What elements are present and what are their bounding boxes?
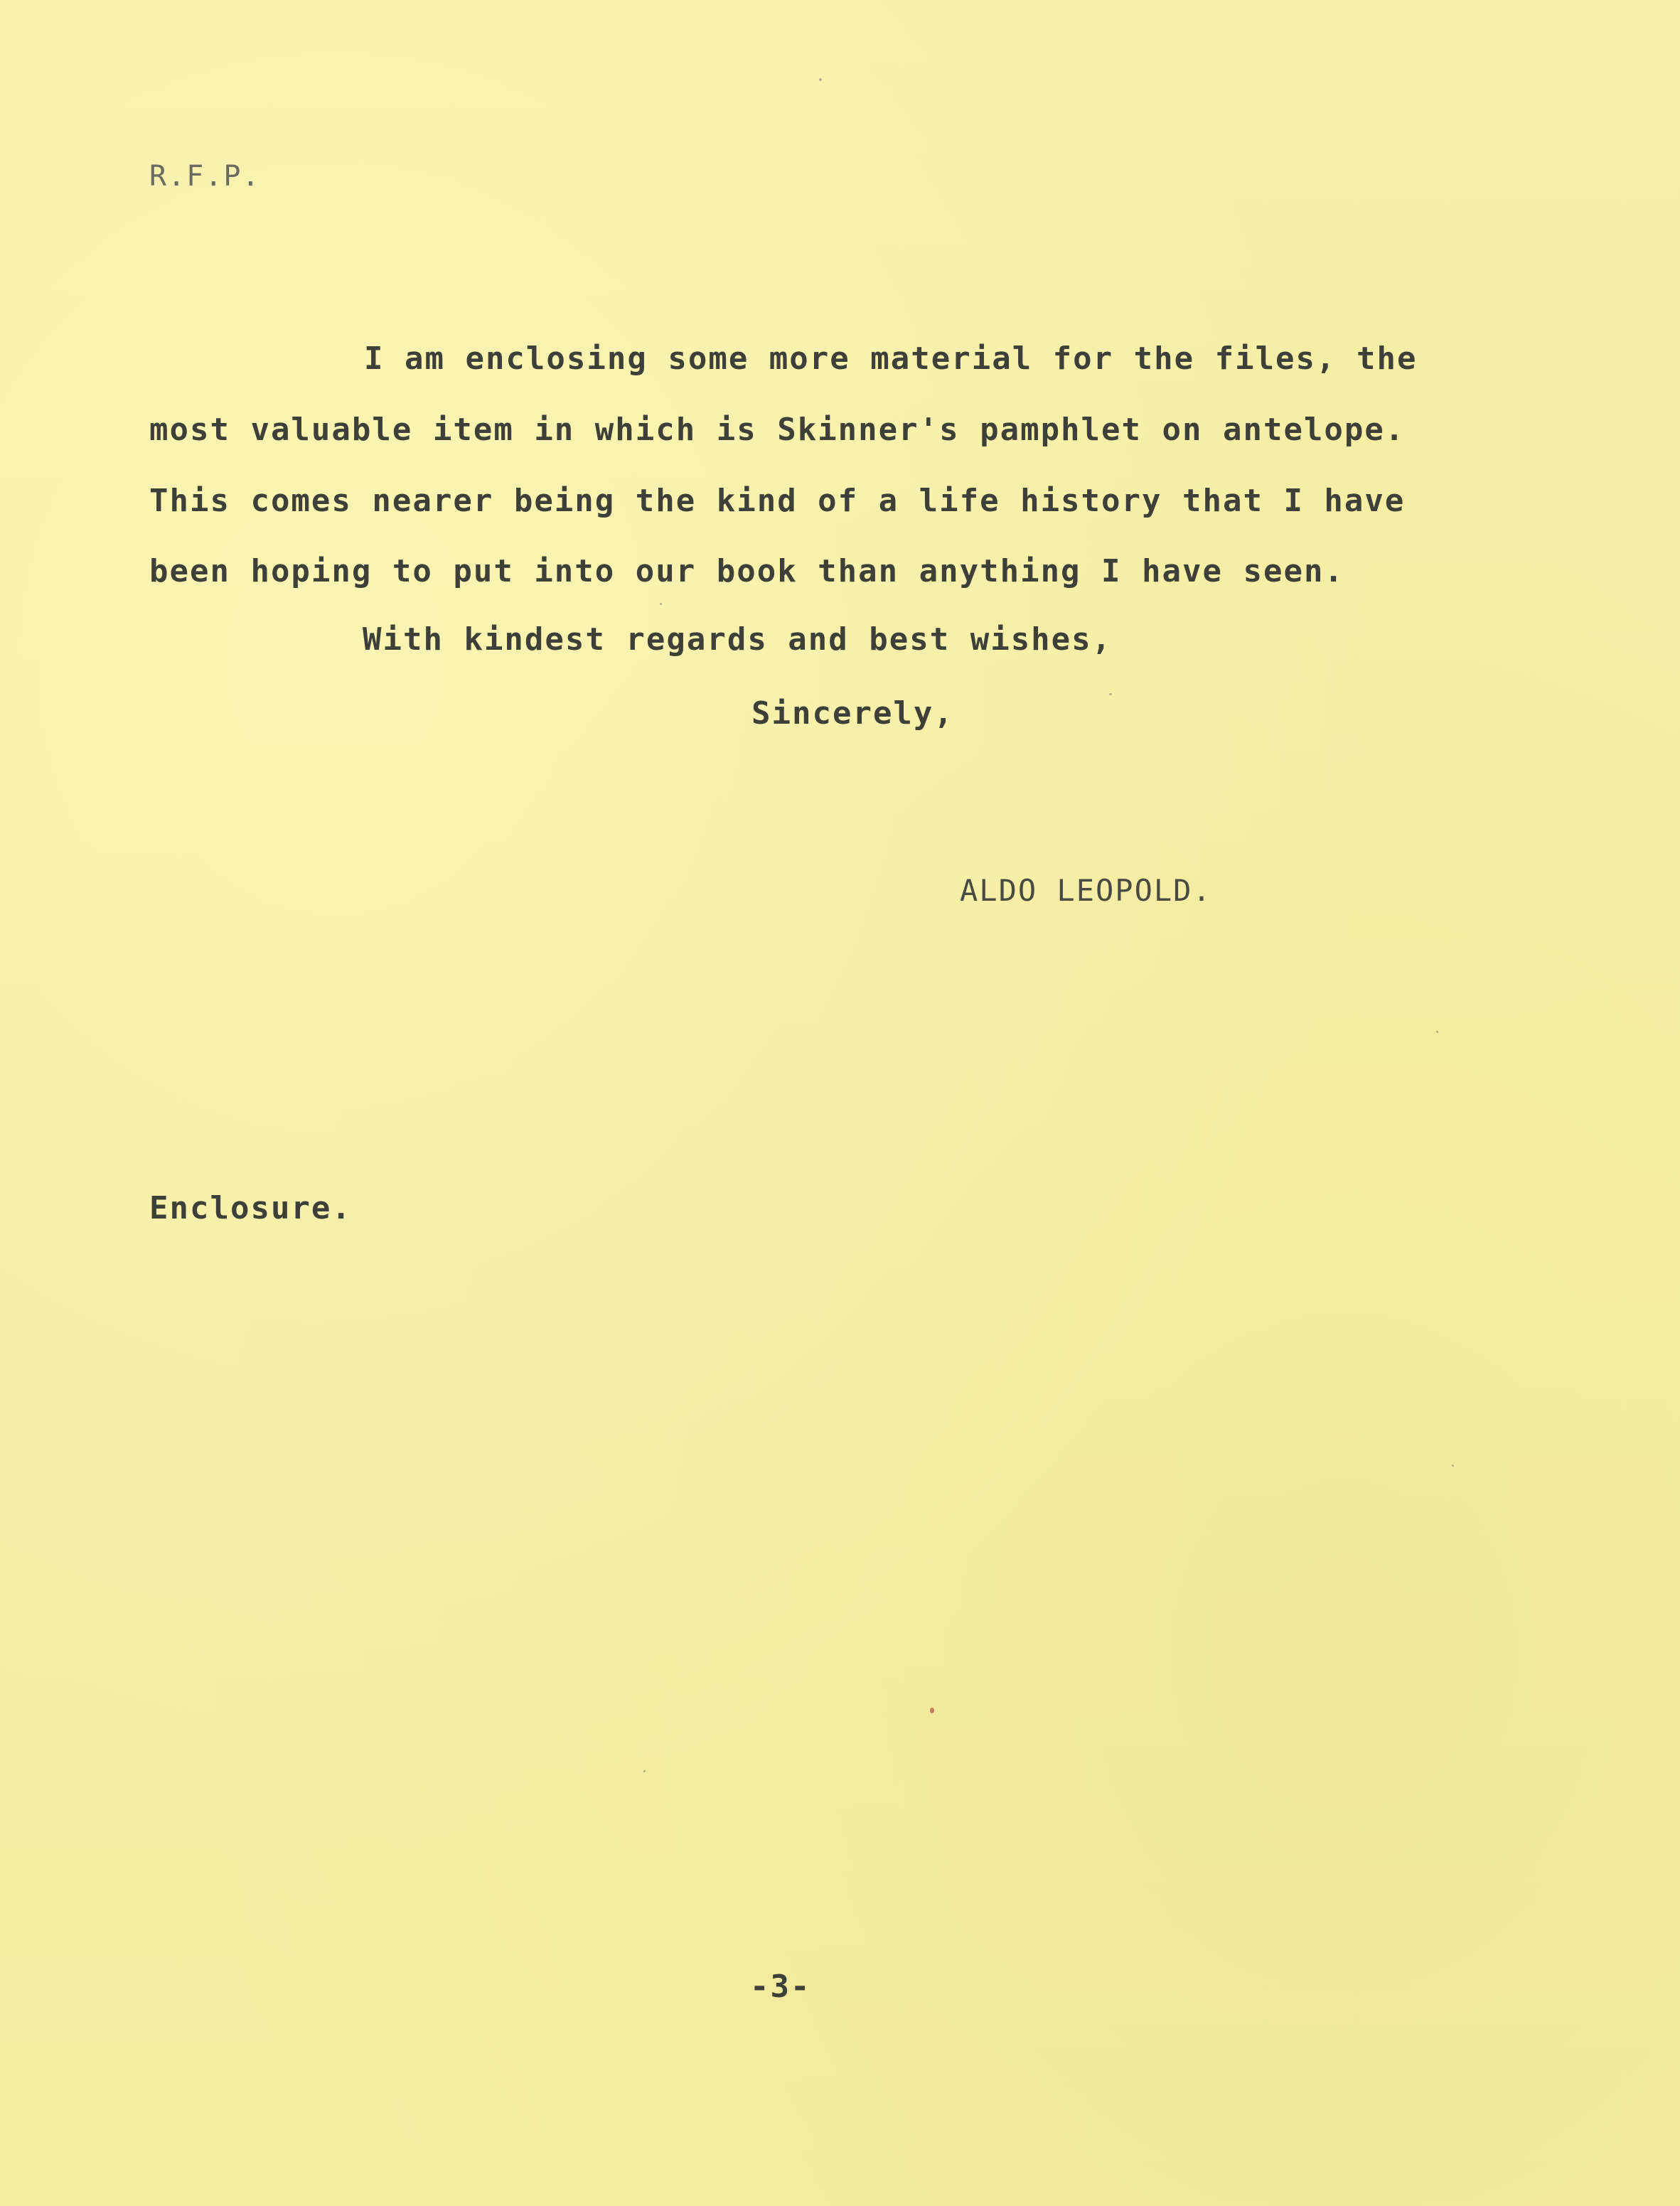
paper-speck xyxy=(1436,1031,1438,1033)
paper-speck xyxy=(819,78,822,81)
body-line: I am enclosing some more material for the files, the xyxy=(364,341,1418,377)
body-line: This comes nearer being the kind of a life history that I have xyxy=(149,483,1406,519)
closing-regards: With kindest regards and best wishes, xyxy=(363,621,1113,658)
paper-speck xyxy=(1452,1465,1454,1467)
paper-speck xyxy=(660,603,662,605)
body-line: been hoping to put into our book than anything I have seen. xyxy=(149,553,1344,589)
enclosure-note: Enclosure. xyxy=(149,1190,352,1226)
recipient-initials: R.F.P. xyxy=(149,160,261,193)
paper-speck xyxy=(1109,693,1112,695)
page-number: -3- xyxy=(750,1969,811,2005)
body-line: most valuable item in which is Skinner's pamphlet on antelope. xyxy=(149,412,1406,448)
sign-off: Sincerely, xyxy=(751,695,954,732)
paper-speck xyxy=(643,1770,646,1772)
signature-name: ALDO LEOPOLD. xyxy=(960,873,1212,908)
paper-speck xyxy=(930,1708,934,1713)
